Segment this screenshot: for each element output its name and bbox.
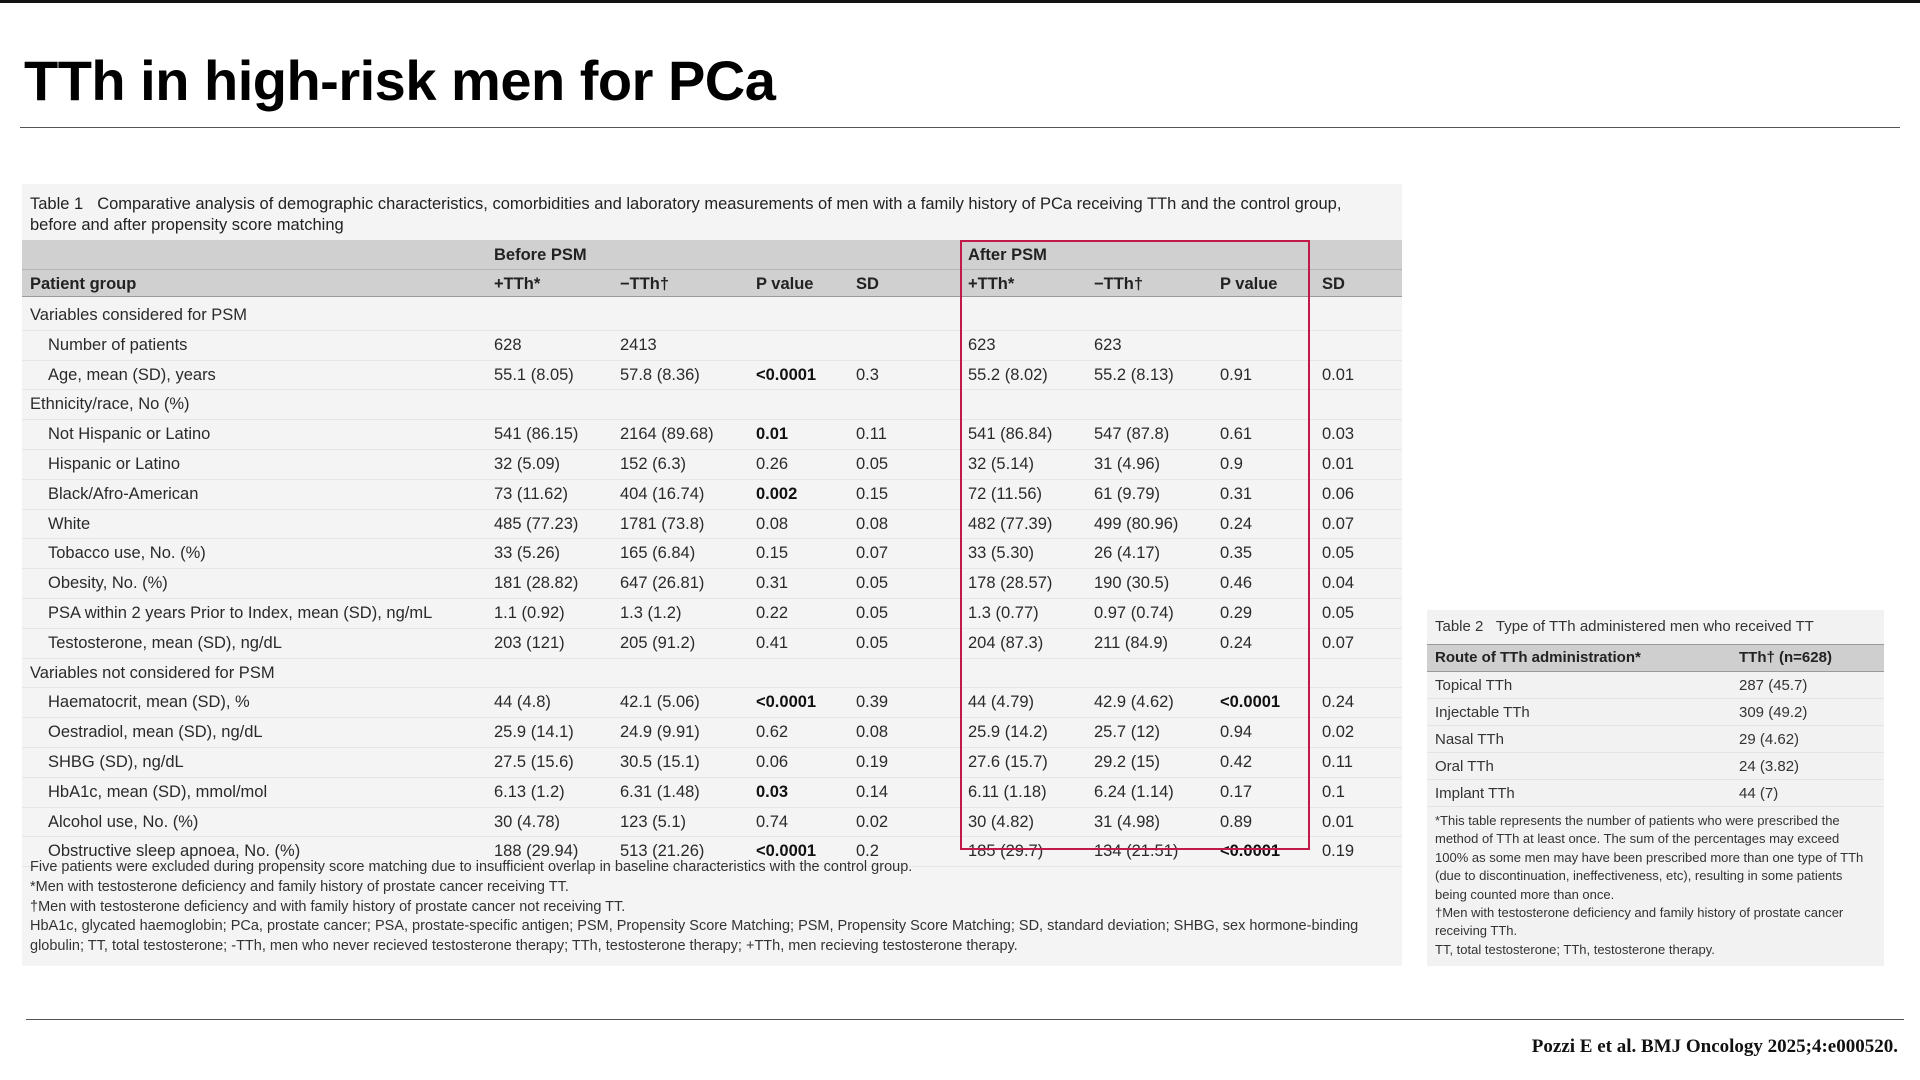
table-cell: 25.9 (14.1)	[494, 723, 574, 742]
table-2-footnotes	[1435, 812, 1875, 959]
slide-title: TTh in high-risk men for PCa	[24, 49, 776, 112]
table-cell: 44 (4.79)	[968, 693, 1035, 712]
table-cell: 0.9	[1220, 454, 1243, 473]
row-label: Testosterone, mean (SD), ng/dL	[48, 633, 282, 652]
table-cell: 0.42	[1220, 752, 1253, 771]
table-cell: 0.89	[1220, 812, 1253, 831]
table-cell: 185 (29.7)	[968, 842, 1044, 861]
footnote: *This table represents the number of patients who were prescribed the method of TTh at least once. The sum of the percentages may exceed 100% as some men may have been prescribed more than one type of TTh (due to discontinuation, ineffectiveness, etc), resulting in some patients being counted more than once.	[1435, 813, 1864, 902]
table-cell: 0.11	[1322, 752, 1353, 771]
table-cell: 623	[1094, 335, 1122, 354]
table-cell: 0.01	[756, 425, 789, 444]
table-cell: 26 (4.17)	[1094, 544, 1161, 563]
row-label: Obesity, No. (%)	[48, 574, 168, 593]
table-cell: Injectable TTh	[1435, 704, 1530, 721]
table-cell: 0.24	[1220, 514, 1253, 533]
table-cell: 0.02	[1322, 723, 1355, 742]
table-cell: 1.3 (1.2)	[620, 603, 682, 622]
footnote: †Men with testosterone deficiency and with family history of prostate cancer not receiving TT.	[30, 898, 626, 915]
column-header: SD	[1322, 275, 1345, 293]
table-cell: 25.9 (14.2)	[968, 723, 1048, 742]
table-cell: 0.1	[1322, 782, 1345, 801]
table-cell: <0.0001	[756, 842, 817, 861]
title-divider	[20, 127, 1900, 128]
table-cell: 628	[494, 335, 522, 354]
group-after-psm: After PSM	[968, 246, 1047, 264]
table-cell: 0.39	[856, 693, 889, 712]
table-cell: 204 (87.3)	[968, 633, 1044, 652]
table-cell: 205 (91.2)	[620, 633, 696, 652]
footnote: Five patients were excluded during propensity score matching due to insufficient overlap in baseline characteristics with the control group.	[30, 859, 913, 875]
footnote: HbA1c, glycated haemoglobin; PCa, prostate cancer; PSA, prostate-specific antigen; PSM, Propensity Score Matching; PSM, Propensity Score Matching; SD, standard deviation; SHBG, sex hormone-binding globulin; TT, total testosterone; -TTh, men who never recieved testosterone therapy; TTh, testosterone therapy; +TTh, men recieving testosterone therapy.	[30, 918, 1359, 955]
column-header: −TTh†	[620, 275, 670, 293]
table-cell: 2413	[620, 335, 657, 354]
table-cell: <0.0001	[756, 693, 817, 712]
row-label: Hispanic or Latino	[48, 454, 181, 473]
row-label: Age, mean (SD), years	[48, 365, 216, 384]
table-cell: 32 (5.14)	[968, 454, 1035, 473]
table-cell: 6.13 (1.2)	[494, 782, 565, 801]
top-border	[0, 0, 1920, 3]
table-cell: <0.0001	[1220, 693, 1281, 712]
table-cell: 134 (21.51)	[1094, 842, 1179, 861]
footnote: †Men with testosterone deficiency and family history of prostate cancer receiving TTh.	[1435, 905, 1844, 939]
table-cell: 0.91	[1220, 365, 1253, 384]
row-label: Black/Afro-American	[48, 484, 199, 503]
column-header: P value	[1220, 275, 1278, 293]
table-cell: 0.01	[1322, 454, 1355, 473]
table-cell: 0.04	[1322, 574, 1355, 593]
table-cell: 0.08	[856, 514, 889, 533]
group-before-psm: Before PSM	[494, 246, 587, 264]
table-1-label: Table 1	[30, 195, 84, 213]
table-cell: 27.5 (15.6)	[494, 752, 574, 771]
table-cell: 44 (4.8)	[494, 693, 551, 712]
table-cell: 31 (4.96)	[1094, 454, 1161, 473]
table-cell: Nasal TTh	[1435, 731, 1504, 748]
footer-divider	[26, 1019, 1904, 1020]
table-cell: <0.0001	[756, 365, 817, 384]
row-label: Oestradiol, mean (SD), ng/dL	[48, 723, 263, 742]
table-cell: 1.3 (0.77)	[968, 603, 1039, 622]
table-row	[1427, 780, 1884, 807]
table-cell: 0.05	[856, 603, 889, 622]
table-cell: 0.22	[756, 603, 789, 622]
table-cell: 30.5 (15.1)	[620, 752, 700, 771]
section-label: Ethnicity/race, No (%)	[30, 395, 190, 414]
table-cell: 0.74	[756, 812, 789, 831]
table-cell: 6.24 (1.14)	[1094, 782, 1174, 801]
table-cell: 647 (26.81)	[620, 574, 705, 593]
table-cell: 29 (4.62)	[1739, 731, 1800, 748]
row-label: PSA within 2 years Prior to Index, mean (SD), ng/mL	[48, 603, 433, 622]
table-cell: 55.2 (8.02)	[968, 365, 1048, 384]
table-row	[1427, 699, 1884, 726]
table-cell: 2164 (89.68)	[620, 425, 714, 444]
column-header: SD	[856, 275, 879, 293]
table-2	[1427, 610, 1884, 966]
row-label: Not Hispanic or Latino	[48, 425, 211, 444]
table-cell: 0.03	[756, 782, 789, 801]
table-cell: 0.46	[1220, 574, 1253, 593]
table-cell: 0.01	[1322, 812, 1355, 831]
table-cell: 0.31	[1220, 484, 1253, 503]
table-1-caption-text: Comparative analysis of demographic characteristics, comorbidities and laboratory measurements of men with a family history of PCa receiving TTh and the control group, before and after propensity score matching	[30, 195, 1342, 234]
column-header: Patient group	[30, 275, 137, 293]
table-cell: 0.29	[1220, 603, 1253, 622]
table-cell: 0.14	[856, 782, 889, 801]
table-cell: 0.05	[856, 633, 889, 652]
table-cell: 0.17	[1220, 782, 1253, 801]
row-label: SHBG (SD), ng/dL	[48, 752, 184, 771]
table-cell: 0.35	[1220, 544, 1253, 563]
table-2-body	[1427, 672, 1884, 807]
table-cell: 0.07	[856, 544, 889, 563]
table-cell: 541 (86.15)	[494, 425, 579, 444]
table-cell: 485 (77.23)	[494, 514, 579, 533]
table-cell: 44 (7)	[1739, 785, 1779, 802]
table-cell: 0.24	[1220, 633, 1253, 652]
table-cell: 0.05	[856, 454, 889, 473]
table-1-footnotes	[30, 858, 1400, 957]
table-cell: 0.05	[856, 574, 889, 593]
table-cell: 0.06	[756, 752, 789, 771]
table-cell: 55.2 (8.13)	[1094, 365, 1174, 384]
table-cell: 29.2 (15)	[1094, 752, 1161, 771]
table-cell: 27.6 (15.7)	[968, 752, 1048, 771]
table-cell: 0.19	[1322, 842, 1355, 861]
table-cell: 0.08	[856, 723, 889, 742]
column-header: Route of TTh administration*	[1435, 649, 1641, 666]
row-label: Number of patients	[48, 335, 188, 354]
table-1	[22, 184, 1402, 966]
row-label: White	[48, 514, 91, 533]
table-cell: 165 (6.84)	[620, 544, 696, 563]
table-row	[1427, 672, 1884, 699]
table-cell: 0.3	[856, 365, 879, 384]
table-cell: 0.94	[1220, 723, 1253, 742]
table-cell: 211 (84.9)	[1094, 633, 1168, 652]
table-cell: 309 (49.2)	[1739, 704, 1808, 721]
table-cell: 181 (28.82)	[494, 574, 579, 593]
column-header: +TTh*	[968, 275, 1015, 293]
table-cell: 1.1 (0.92)	[494, 603, 565, 622]
table-cell: 0.07	[1322, 633, 1355, 652]
table-cell: 0.11	[856, 425, 887, 444]
table-cell: 24.9 (9.91)	[620, 723, 700, 742]
footnote: *Men with testosterone deficiency and family history of prostate cancer receiving TT.	[30, 878, 569, 895]
table-cell: 61 (9.79)	[1094, 484, 1161, 503]
table-cell: 0.15	[856, 484, 889, 503]
table-cell: 0.41	[756, 633, 789, 652]
citation: Pozzi E et al. BMJ Oncology 2025;4:e000520.	[1531, 1036, 1898, 1057]
table-cell: 0.02	[856, 812, 889, 831]
footnote: TT, total testosterone; TTh, testosterone therapy.	[1435, 941, 1715, 957]
table-cell: 0.24	[1322, 693, 1355, 712]
table-cell: 178 (28.57)	[968, 574, 1053, 593]
table-cell: 123 (5.1)	[620, 812, 687, 831]
after-psm-highlight-box	[960, 240, 1310, 850]
table-cell: 0.05	[1322, 603, 1355, 622]
column-header: P value	[756, 275, 814, 293]
table-cell: Implant TTh	[1435, 785, 1515, 802]
table-cell: 0.15	[756, 544, 789, 563]
table-cell: <0.0001	[1220, 842, 1281, 861]
table-cell: 0.07	[1322, 514, 1355, 533]
table-cell: 33 (5.30)	[968, 544, 1035, 563]
table-cell: 0.62	[756, 723, 789, 742]
table-2-header	[1427, 644, 1884, 672]
table-cell: 190 (30.5)	[1094, 574, 1170, 593]
table-cell: 623	[968, 335, 996, 354]
table-cell: 32 (5.09)	[494, 454, 561, 473]
table-cell: 203 (121)	[494, 633, 565, 652]
table-cell: 0.03	[1322, 425, 1355, 444]
row-label: Alcohol use, No. (%)	[48, 812, 199, 831]
table-cell: 499 (80.96)	[1094, 514, 1179, 533]
table-cell: 547 (87.8)	[1094, 425, 1170, 444]
column-header: −TTh†	[1094, 275, 1144, 293]
table-cell: 33 (5.26)	[494, 544, 561, 563]
table-cell: 42.9 (4.62)	[1094, 693, 1174, 712]
table-cell: 6.31 (1.48)	[620, 782, 700, 801]
table-cell: 30 (4.82)	[968, 812, 1035, 831]
table-2-caption	[1435, 618, 1814, 635]
table-cell: 0.002	[756, 484, 798, 503]
table-cell: 0.08	[756, 514, 789, 533]
table-cell: 287 (45.7)	[1739, 677, 1808, 694]
row-label: Haematocrit, mean (SD), %	[48, 693, 250, 712]
table-cell: 0.01	[1322, 365, 1355, 384]
table-2-caption-text: Type of TTh administered men who received TT	[1495, 618, 1814, 635]
table-cell: 541 (86.84)	[968, 425, 1053, 444]
table-cell: 0.26	[756, 454, 789, 473]
table-cell: 404 (16.74)	[620, 484, 705, 503]
table-2-label: Table 2	[1435, 618, 1484, 635]
table-cell: 0.19	[856, 752, 889, 771]
section-label: Variables considered for PSM	[30, 306, 248, 324]
table-cell: 25.7 (12)	[1094, 723, 1161, 742]
row-label: HbA1c, mean (SD), mmol/mol	[48, 782, 268, 801]
table-cell: 72 (11.56)	[968, 484, 1042, 503]
table-cell: 6.11 (1.18)	[968, 782, 1047, 801]
table-cell: 0.97 (0.74)	[1094, 603, 1174, 622]
column-header: TTh† (n=628)	[1739, 649, 1832, 666]
table-cell: 0.06	[1322, 484, 1355, 503]
table-cell: 152 (6.3)	[620, 454, 687, 473]
row-label: Tobacco use, No. (%)	[48, 544, 206, 563]
table-cell: Oral TTh	[1435, 758, 1494, 775]
section-label: Variables not considered for PSM	[30, 663, 275, 682]
table-cell: 42.1 (5.06)	[620, 693, 700, 712]
table-cell: 0.61	[1220, 425, 1253, 444]
table-cell: 30 (4.78)	[494, 812, 561, 831]
table-row	[1427, 753, 1884, 780]
table-cell: 1781 (73.8)	[620, 514, 705, 533]
table-cell: 0.31	[756, 574, 789, 593]
table-cell: Topical TTh	[1435, 677, 1513, 694]
table-cell: 31 (4.98)	[1094, 812, 1161, 831]
table-cell: 57.8 (8.36)	[620, 365, 700, 384]
table-1-caption	[30, 194, 1390, 236]
table-cell: 24 (3.82)	[1739, 758, 1800, 775]
table-cell: 0.2	[856, 842, 879, 861]
table-cell: 188 (29.94)	[494, 842, 579, 861]
column-header: +TTh*	[494, 275, 541, 293]
table-cell: 73 (11.62)	[494, 484, 568, 503]
table-cell: 55.1 (8.05)	[494, 365, 574, 384]
table-cell: 482 (77.39)	[968, 514, 1053, 533]
table-row	[1427, 726, 1884, 753]
table-cell: 513 (21.26)	[620, 842, 705, 861]
row-label: Obstructive sleep apnoea, No. (%)	[48, 842, 301, 861]
table-cell: 0.05	[1322, 544, 1355, 563]
